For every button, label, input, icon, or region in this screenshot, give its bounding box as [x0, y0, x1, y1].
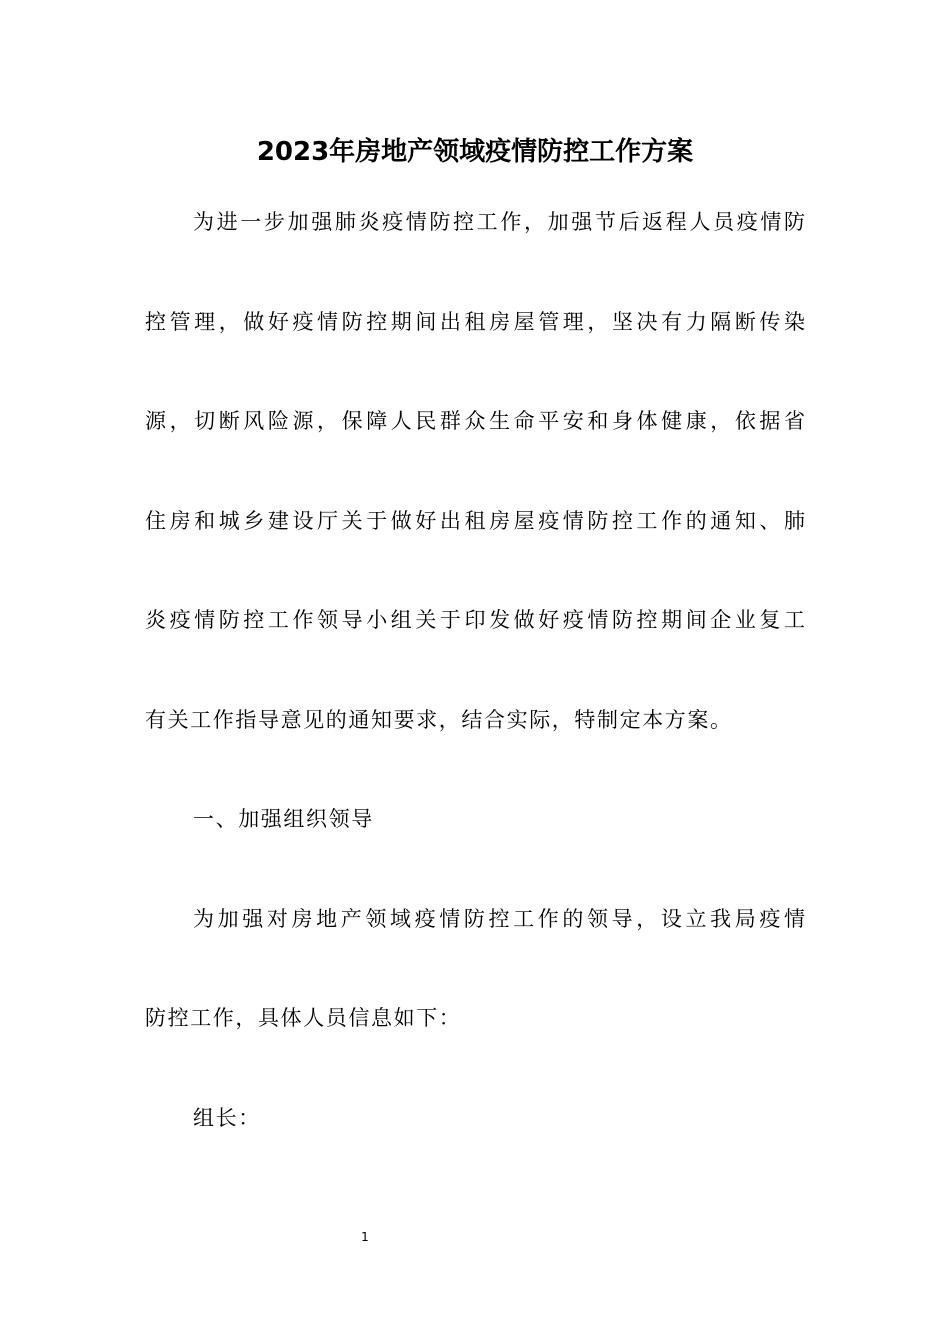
- paragraph-2-line-2: 防控工作，具体人员信息如下：: [145, 1006, 462, 1030]
- group-leader-label: 组长：: [193, 1106, 261, 1130]
- paragraph-1-line-1: 为进一步加强肺炎疫情防控工作，加强节后返程人员疫情防: [193, 210, 805, 234]
- document-title: 2023年房地产领域疫情防控工作方案: [256, 137, 694, 167]
- paragraph-2-line-1: 为加强对房地产领域疫情防控工作的领导，设立我局疫情: [193, 907, 805, 931]
- paragraph-1-line-3: 源，切断风险源，保障人民群众生命平安和身体健康，依据省: [145, 409, 805, 433]
- paragraph-1-line-6: 有关工作指导意见的通知要求，结合实际，特制定本方案。: [145, 708, 733, 732]
- section-1-heading: 一、加强组织领导: [193, 807, 374, 831]
- paragraph-1-line-4: 住房和城乡建设厅关于做好出租房屋疫情防控工作的通知、肺: [145, 509, 805, 533]
- paragraph-1-line-2: 控管理，做好疫情防控期间出租房屋管理，坚决有力隔断传染: [145, 310, 805, 334]
- paragraph-1-line-5: 炎疫情防控工作领导小组关于印发做好疫情防控期间企业复工: [145, 608, 805, 632]
- page-number: 1: [361, 1230, 369, 1244]
